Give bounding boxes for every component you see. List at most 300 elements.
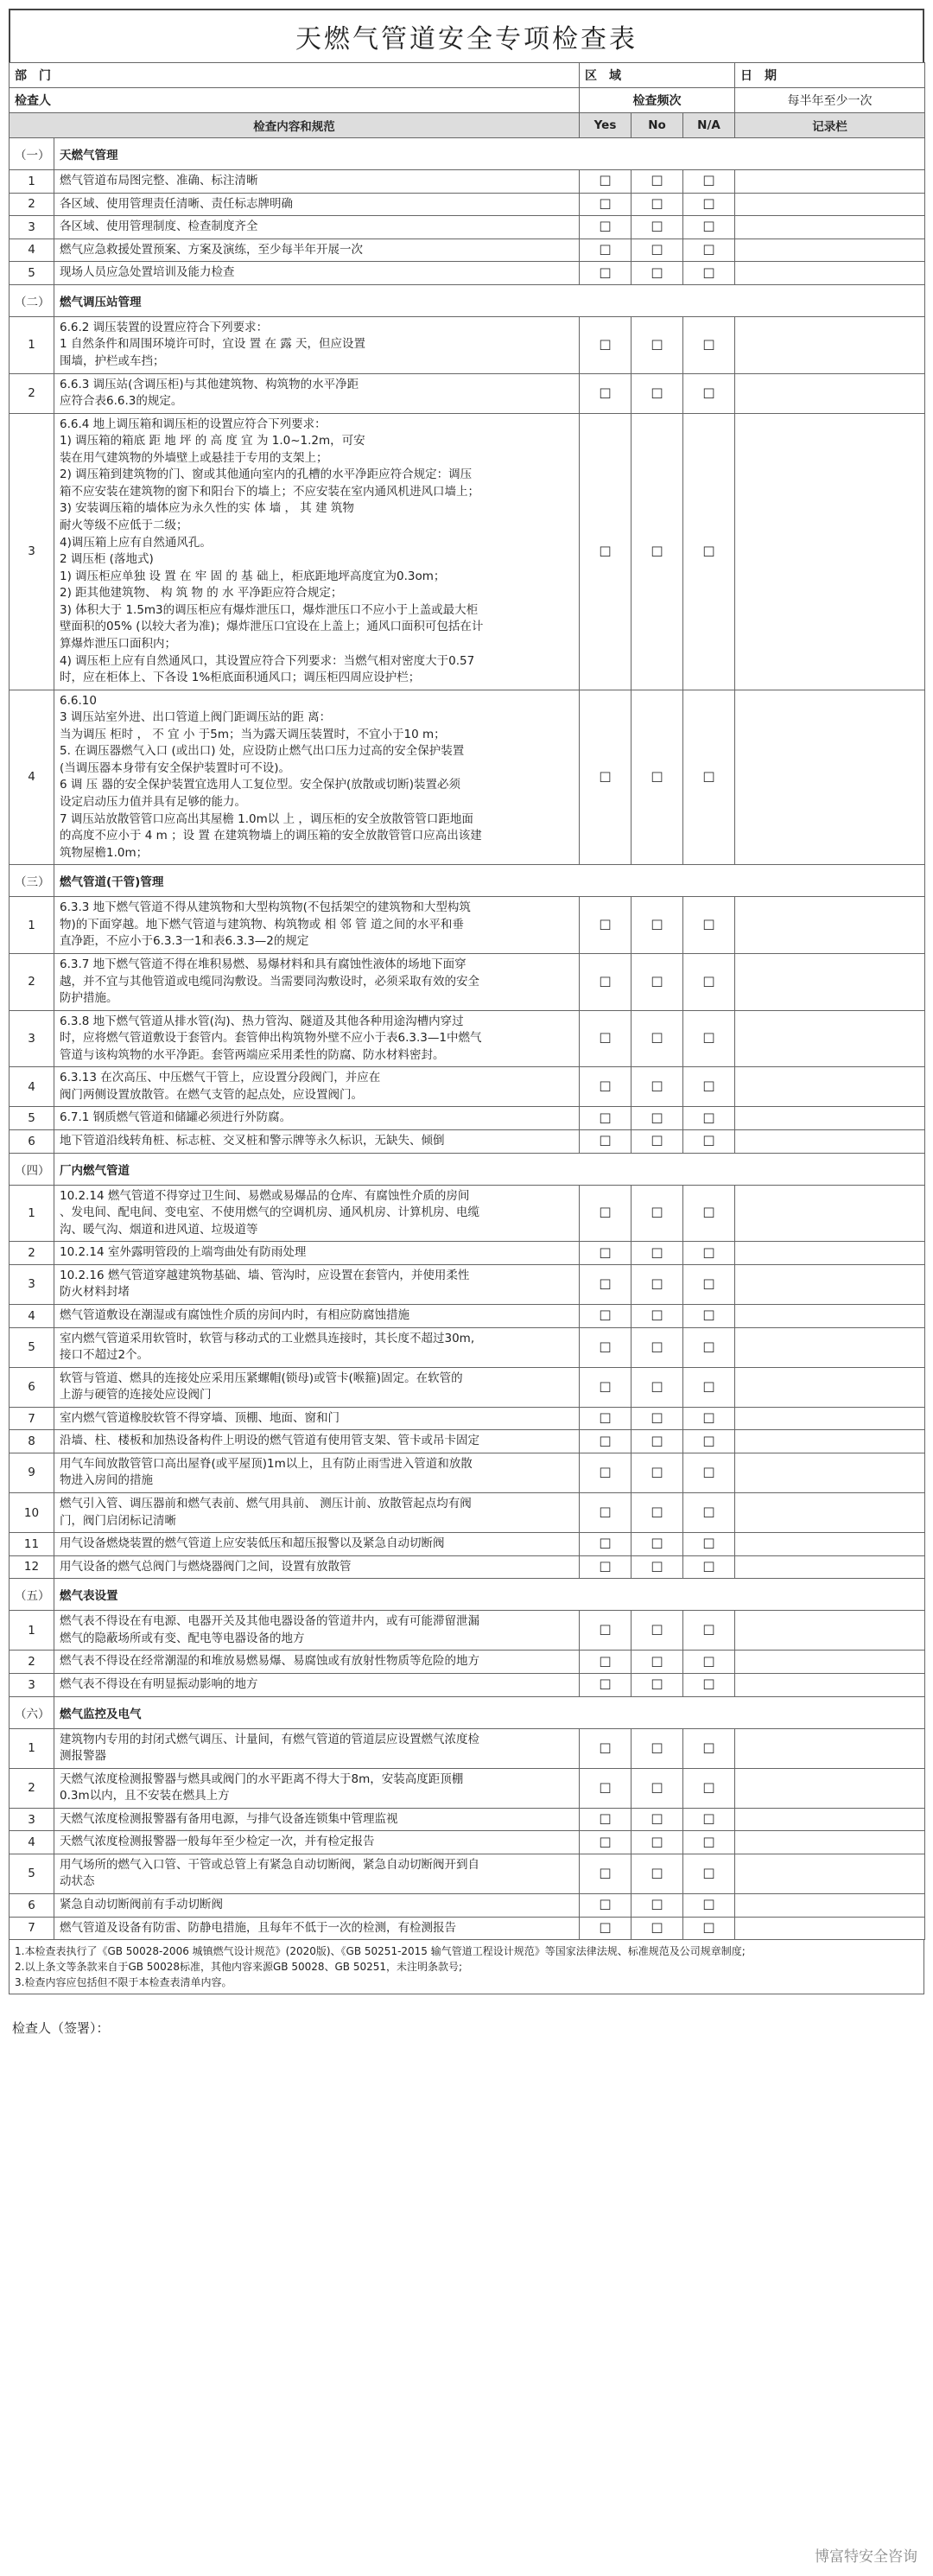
table-row [10, 1407, 925, 1430]
item-content: 用气场所的燃气入口管、干管或总管上有紧急自动切断阀，紧急自动切断阀开到自 动状态 [54, 1854, 580, 1893]
inspector-cell[interactable] [10, 88, 580, 113]
section-name: 燃气调压站管理 [54, 284, 925, 316]
item-content: 现场人员应急处置培训及能力检查 [54, 262, 580, 285]
na-checkbox[interactable]: ☐ [683, 1533, 735, 1556]
item-number: 2 [10, 1242, 54, 1265]
freq-value: 每半年至少一次 [735, 88, 925, 113]
no-checkbox[interactable]: ☐ [632, 1407, 683, 1430]
item-number: 2 [10, 1651, 54, 1674]
item-content: 用气设备燃烧装置的燃气管道上应安装低压和超压报警以及紧急自动切断阀 [54, 1533, 580, 1556]
table-row [10, 1673, 925, 1696]
record-cell[interactable] [735, 1242, 925, 1265]
na-checkbox[interactable]: ☐ [683, 1067, 735, 1107]
na-checkbox[interactable]: ☐ [683, 897, 735, 954]
watermark: 博富特安全咨询 [815, 2548, 917, 2566]
item-number: 4 [10, 690, 54, 865]
item-content: 天燃气浓度检测报警器有备用电源，与排气设备连锁集中管理监视 [54, 1808, 580, 1831]
section-name: 燃气表设置 [54, 1579, 925, 1611]
yes-checkbox[interactable]: ☐ [580, 953, 632, 1010]
yes-checkbox[interactable]: ☐ [580, 1493, 632, 1533]
item-content: 6.6.4 地上调压箱和调压柜的设置应符合下列要求： 1) 调压箱的箱底 距 地 坪 的 高 度 宜 为 1.0~1.2m，可安 装在用气建筑物的外墙壁上或悬挂于专用的支架上； 2) 调压箱到建筑物的门、窗或其他通向室内的孔槽的水平净距应符合规定：调压 箱不应安装在建筑物的窗下和阳台下的墙上；不应安装在室内通风机进风口墙上； 3) 安装调压箱的墙体应为永久性的实 体 墙 ， 其 建 筑物 耐火等级不应低于二级； 4)调压箱上应有自然通风孔。 2 调压柜 (落地式) 1) 调压柜应单独 设 置 在 牢 固 的 基 础上，柜底距地坪高度宜为0.3om； 2) 距其他建筑物、 构 筑 物 的 水 平净距应符合规定； 3) 体积大于 1.5m3的调压柜应有爆炸泄压口，爆炸泄压口不应小于上盖或最大柜 壁面积的05% (以较大者为准)；爆炸泄压口宜设在上盖上；通风口面积可包括在计 算爆炸泄压口面积内； 4) 调压柜上应有自然通风口，其设置应符合下列要求：当燃气相对密度大于0.57 时，应在柜体上、下各设 1%柜底面积通风口；调压柜四周应设护栏； [54, 413, 580, 690]
section-row [10, 865, 925, 897]
record-cell[interactable] [735, 1808, 925, 1831]
col-yes: Yes [580, 113, 632, 138]
na-checkbox[interactable]: ☐ [683, 1728, 735, 1768]
table-row [10, 1242, 925, 1265]
item-content: 10.2.14 室外露明管段的上端弯曲处有防雨处理 [54, 1242, 580, 1265]
item-content: 燃气表不得设在经常潮湿的和堆放易燃易爆、易腐蚀或有放射性物质等危险的地方 [54, 1651, 580, 1674]
page-title: 天燃气管道安全专项检查表 [9, 9, 924, 62]
item-number: 2 [10, 1768, 54, 1808]
item-content: 燃气应急救援处置预案、方案及演练，至少每半年开展一次 [54, 239, 580, 262]
item-number: 1 [10, 1728, 54, 1768]
table-row [10, 1304, 925, 1327]
no-checkbox[interactable]: ☐ [632, 1453, 683, 1492]
item-content: 6.7.1 钢质燃气管道和储罐必须进行外防腐。 [54, 1107, 580, 1130]
record-cell[interactable] [735, 1533, 925, 1556]
table-row [10, 1430, 925, 1453]
item-number: 6 [10, 1130, 54, 1154]
yes-checkbox[interactable]: ☐ [580, 216, 632, 239]
na-checkbox[interactable]: ☐ [683, 1453, 735, 1492]
item-content: 天燃气浓度检测报警器一般每年至少检定一次，并有检定报告 [54, 1831, 580, 1854]
item-content: 室内燃气管道橡胶软管不得穿墙、顶棚、地面、窗和门 [54, 1407, 580, 1430]
no-checkbox[interactable]: ☐ [632, 1264, 683, 1304]
no-checkbox[interactable]: ☐ [632, 1533, 683, 1556]
no-checkbox[interactable]: ☐ [632, 1430, 683, 1453]
na-checkbox[interactable]: ☐ [683, 1611, 735, 1651]
item-number: 8 [10, 1430, 54, 1453]
record-cell[interactable] [735, 239, 925, 262]
item-number: 11 [10, 1533, 54, 1556]
item-content: 建筑物内专用的封闭式燃气调压、计量间，有燃气管道的管道层应设置燃气浓度检 测报警器 [54, 1728, 580, 1768]
na-checkbox[interactable]: ☐ [683, 413, 735, 690]
item-number: 7 [10, 1917, 54, 1940]
section-number: （一） [10, 138, 54, 170]
item-content: 10.2.16 燃气管道穿越建筑物基础、墙、管沟时，应设置在套管内，并使用柔性 防火材料封堵 [54, 1264, 580, 1304]
no-checkbox[interactable]: ☐ [632, 239, 683, 262]
item-content: 6.3.7 地下燃气管道不得在堆积易燃、易爆材料和具有腐蚀性液体的场地下面穿 越，并不宜与其他管道或电缆同沟敷设。当需要同沟敷设时，必须采取有效的安全 防护措施。 [54, 953, 580, 1010]
record-cell[interactable] [735, 216, 925, 239]
table-row [10, 413, 925, 690]
section-number: （二） [10, 284, 54, 316]
table-row [10, 193, 925, 216]
section-row [10, 284, 925, 316]
yes-checkbox[interactable]: ☐ [580, 1555, 632, 1579]
record-cell[interactable] [735, 1854, 925, 1893]
record-cell[interactable] [735, 193, 925, 216]
record-cell[interactable] [735, 953, 925, 1010]
record-cell[interactable] [735, 1107, 925, 1130]
table-row [10, 1728, 925, 1768]
na-checkbox[interactable]: ☐ [683, 1854, 735, 1893]
no-checkbox[interactable]: ☐ [632, 216, 683, 239]
no-checkbox[interactable]: ☐ [632, 193, 683, 216]
record-cell[interactable] [735, 1430, 925, 1453]
no-checkbox[interactable]: ☐ [632, 897, 683, 954]
record-cell[interactable] [735, 413, 925, 690]
no-checkbox[interactable]: ☐ [632, 1067, 683, 1107]
na-checkbox[interactable]: ☐ [683, 1407, 735, 1430]
table-row [10, 1130, 925, 1154]
item-number: 2 [10, 193, 54, 216]
item-number: 3 [10, 1808, 54, 1831]
item-number: 4 [10, 1831, 54, 1854]
yes-checkbox[interactable]: ☐ [580, 1242, 632, 1265]
table-row [10, 1493, 925, 1533]
yes-checkbox[interactable]: ☐ [580, 1651, 632, 1674]
item-number: 3 [10, 216, 54, 239]
na-checkbox[interactable]: ☐ [683, 262, 735, 285]
col-na: N/A [683, 113, 735, 138]
na-checkbox[interactable]: ☐ [683, 1304, 735, 1327]
table-row [10, 1010, 925, 1067]
yes-checkbox[interactable]: ☐ [580, 1854, 632, 1893]
na-checkbox[interactable]: ☐ [683, 1010, 735, 1067]
na-checkbox[interactable]: ☐ [683, 1894, 735, 1918]
no-checkbox[interactable]: ☐ [632, 1673, 683, 1696]
item-content: 紧急自动切断阀前有手动切断阀 [54, 1894, 580, 1918]
inspector-label: 检查人 [15, 94, 51, 108]
item-content: 10.2.14 燃气管道不得穿过卫生间、易燃或易爆品的仓库、有腐蚀性介质的房间 、发电间、配电间、变电室、不使用燃气的空调机房、通风机房、计算机房、电缆 沟、暖气沟、烟道和进风道、垃圾道等 [54, 1185, 580, 1242]
notes [9, 1940, 924, 1994]
no-checkbox[interactable]: ☐ [632, 1768, 683, 1808]
table-row [10, 953, 925, 1010]
item-number: 9 [10, 1453, 54, 1492]
record-cell[interactable] [735, 1831, 925, 1854]
signature-line[interactable] [9, 2019, 924, 2037]
item-content: 各区域、使用管理制度、检查制度齐全 [54, 216, 580, 239]
yes-checkbox[interactable]: ☐ [580, 413, 632, 690]
item-number: 12 [10, 1555, 54, 1579]
yes-checkbox[interactable]: ☐ [580, 1768, 632, 1808]
table-row [10, 1808, 925, 1831]
item-content: 燃气表不得设在有明显振动影响的地方 [54, 1673, 580, 1696]
na-checkbox[interactable]: ☐ [683, 953, 735, 1010]
item-number: 1 [10, 1185, 54, 1242]
item-content: 6.3.13 在次高压、中压燃气干管上，应设置分段阀门，并应在 阀门两侧设置放散管。在燃气支管的起点处，应设置阀门。 [54, 1067, 580, 1107]
section-row [10, 1579, 925, 1611]
item-number: 3 [10, 1264, 54, 1304]
record-cell[interactable] [735, 1010, 925, 1067]
table-row [10, 1555, 925, 1579]
record-cell[interactable] [735, 1611, 925, 1651]
yes-checkbox[interactable]: ☐ [580, 193, 632, 216]
record-cell[interactable] [735, 1304, 925, 1327]
item-number: 5 [10, 1854, 54, 1893]
record-cell[interactable] [735, 262, 925, 285]
na-checkbox[interactable]: ☐ [683, 1327, 735, 1367]
item-content: 用气设备的燃气总阀门与燃烧器阀门之间，设置有放散管 [54, 1555, 580, 1579]
yes-checkbox[interactable]: ☐ [580, 1533, 632, 1556]
na-checkbox[interactable]: ☐ [683, 1430, 735, 1453]
section-row [10, 1153, 925, 1185]
table-row [10, 1067, 925, 1107]
item-content: 燃气管道及设备有防雷、防静电措施，且每年不低于一次的检测，有检测报告 [54, 1917, 580, 1940]
no-checkbox[interactable]: ☐ [632, 1130, 683, 1154]
table-row [10, 690, 925, 865]
item-number: 5 [10, 262, 54, 285]
no-checkbox[interactable]: ☐ [632, 1831, 683, 1854]
record-cell[interactable] [735, 690, 925, 865]
na-checkbox[interactable]: ☐ [683, 1264, 735, 1304]
yes-checkbox[interactable]: ☐ [580, 1894, 632, 1918]
item-content: 6.6.2 调压装置的设置应符合下列要求： 1 自然条件和周围环境许可时，宜设 置 在 露 天，但应设置 围墙，护栏或车挡； [54, 316, 580, 373]
item-content: 6.3.8 地下燃气管道从排水管(沟)、热力管沟、隧道及其他各种用途沟槽内穿过 时，应将燃气管道敷设于套管内。套管伸出构筑物外壁不应小于表6.3.3—1中燃气 管道与该构筑物的水平净距。套管两端应采用柔性的防腐、防水材料密封。 [54, 1010, 580, 1067]
na-checkbox[interactable]: ☐ [683, 216, 735, 239]
item-number: 6 [10, 1894, 54, 1918]
record-cell[interactable] [735, 1493, 925, 1533]
no-checkbox[interactable]: ☐ [632, 1010, 683, 1067]
date-label: 日 期 [740, 69, 778, 83]
item-content: 软管与管道、燃具的连接处应采用压紧螺帽(锁母)或管卡(喉箍)固定。在软管的 上游与硬管的连接处应设阀门 [54, 1367, 580, 1407]
yes-checkbox[interactable]: ☐ [580, 262, 632, 285]
no-checkbox[interactable]: ☐ [632, 1327, 683, 1367]
area-cell[interactable] [580, 63, 735, 88]
section-name: 燃气管道(干管)管理 [54, 865, 925, 897]
no-checkbox[interactable]: ☐ [632, 1917, 683, 1940]
column-header-row [10, 113, 925, 138]
table-row [10, 1107, 925, 1130]
item-content: 用气车间放散管管口高出屋脊(或平屋顶)1m以上，且有防止雨雪进入管道和放散 物进入房间的措施 [54, 1453, 580, 1492]
record-cell[interactable] [735, 1894, 925, 1918]
yes-checkbox[interactable]: ☐ [580, 1728, 632, 1768]
item-content: 地下管道沿线转角桩、标志桩、交叉桩和警示牌等永久标识，无缺失、倾倒 [54, 1130, 580, 1154]
no-checkbox[interactable]: ☐ [632, 1185, 683, 1242]
no-checkbox[interactable]: ☐ [632, 1107, 683, 1130]
table-row [10, 1264, 925, 1304]
item-content: 燃气管道布局图完整、准确、标注清晰 [54, 170, 580, 194]
col-content: 检查内容和规范 [10, 113, 580, 138]
section-name: 燃气监控及电气 [54, 1696, 925, 1728]
no-checkbox[interactable]: ☐ [632, 1555, 683, 1579]
inspection-sheet [9, 9, 924, 2037]
yes-checkbox[interactable]: ☐ [580, 1264, 632, 1304]
na-checkbox[interactable]: ☐ [683, 316, 735, 373]
record-cell[interactable] [735, 1367, 925, 1407]
na-checkbox[interactable]: ☐ [683, 1107, 735, 1130]
item-number: 2 [10, 953, 54, 1010]
item-number: 5 [10, 1327, 54, 1367]
table-row [10, 373, 925, 413]
yes-checkbox[interactable]: ☐ [580, 1327, 632, 1367]
item-number: 4 [10, 239, 54, 262]
no-checkbox[interactable]: ☐ [632, 1611, 683, 1651]
record-cell[interactable] [735, 1673, 925, 1696]
item-content: 沿墙、柱、楼板和加热设备构件上明设的燃气管道有使用管支架、管卡或吊卡固定 [54, 1430, 580, 1453]
no-checkbox[interactable]: ☐ [632, 1854, 683, 1893]
no-checkbox[interactable]: ☐ [632, 1493, 683, 1533]
table-row [10, 1894, 925, 1918]
section-number: （四） [10, 1153, 54, 1185]
yes-checkbox[interactable]: ☐ [580, 1185, 632, 1242]
note: 3.检查内容应包括但不限于本检查表清单内容。 [15, 1976, 232, 1989]
record-cell[interactable] [735, 1917, 925, 1940]
item-content: 各区域、使用管理责任清晰、责任标志牌明确 [54, 193, 580, 216]
item-content: 6.6.3 调压站(含调压柜)与其他建筑物、构筑物的水平净距 应符合表6.6.3的规定。 [54, 373, 580, 413]
table-row [10, 262, 925, 285]
yes-checkbox[interactable]: ☐ [580, 1067, 632, 1107]
no-checkbox[interactable]: ☐ [632, 1242, 683, 1265]
yes-checkbox[interactable]: ☐ [580, 316, 632, 373]
header-row-2 [10, 88, 925, 113]
yes-checkbox[interactable]: ☐ [580, 1611, 632, 1651]
yes-checkbox[interactable]: ☐ [580, 239, 632, 262]
na-checkbox[interactable]: ☐ [683, 1555, 735, 1579]
section-row [10, 138, 925, 170]
na-checkbox[interactable]: ☐ [683, 1130, 735, 1154]
dept-cell[interactable] [10, 63, 580, 88]
na-checkbox[interactable]: ☐ [683, 1768, 735, 1808]
note: 1.本检查表执行了《GB 50028-2006 城镇燃气设计规范》(2020版)、《GB 50251-2015 输气管道工程设计规范》等国家法律法规、标准规范及公司规章制度; [15, 1945, 746, 1958]
col-no: No [632, 113, 683, 138]
item-number: 1 [10, 316, 54, 373]
record-cell[interactable] [735, 1728, 925, 1768]
na-checkbox[interactable]: ☐ [683, 1367, 735, 1407]
record-cell[interactable] [735, 1407, 925, 1430]
item-number: 1 [10, 1611, 54, 1651]
section-number: （五） [10, 1579, 54, 1611]
item-content: 室内燃气管道采用软管时，软管与移动式的工业燃具连接时，其长度不超过30m, 接口不超过2个。 [54, 1327, 580, 1367]
item-number: 2 [10, 373, 54, 413]
record-cell[interactable] [735, 1453, 925, 1492]
item-number: 1 [10, 897, 54, 954]
yes-checkbox[interactable]: ☐ [580, 1917, 632, 1940]
freq-label: 检查频次 [580, 88, 735, 113]
item-number: 5 [10, 1107, 54, 1130]
section-number: （六） [10, 1696, 54, 1728]
yes-checkbox[interactable]: ☐ [580, 1304, 632, 1327]
no-checkbox[interactable]: ☐ [632, 316, 683, 373]
yes-checkbox[interactable]: ☐ [580, 170, 632, 194]
date-cell[interactable] [735, 63, 925, 88]
no-checkbox[interactable]: ☐ [632, 1651, 683, 1674]
no-checkbox[interactable]: ☐ [632, 953, 683, 1010]
item-content: 6.6.10 3 调压站室外进、出口管道上阀门距调压站的距 离： 当为调压 柜时 ， 不 宜 小 于5m；当为露天调压装置时，不宜小于10 m； 5. 在调压器燃气入口 (或出口) 处，应设防止燃气出口压力过高的安全保护装置 (当调压器本身带有安全保护装置时可不设)。 6 调 压 器的安全保护装置宜选用人工复位型。安全保护(放散或切断)装置必须 设定启动压力值并具有足够的能力。 7 调压站放散管管口应高出其屋檐 1.0m以 上 ，调压柜的安全放散管管口距地面 的高度不应小于 4 m ；设 置 在建筑物墙上的调压箱的安全放散管管口应高出该建 筑物屋檐1.0m； [54, 690, 580, 865]
record-cell[interactable] [735, 373, 925, 413]
area-label: 区 域 [585, 69, 621, 83]
table-row [10, 1611, 925, 1651]
na-checkbox[interactable]: ☐ [683, 1917, 735, 1940]
item-number: 3 [10, 413, 54, 690]
record-cell[interactable] [735, 1264, 925, 1304]
item-content: 6.3.3 地下燃气管道不得从建筑物和大型构筑物(不包括架空的建筑物和大型构筑 物)的下面穿越。地下燃气管道与建筑物、构筑物或 相 邻 管 道之间的水平和垂 直净距，不应小于6.3.3一1和表6.3.3—2的规定 [54, 897, 580, 954]
na-checkbox[interactable]: ☐ [683, 193, 735, 216]
yes-checkbox[interactable]: ☐ [580, 1407, 632, 1430]
record-cell[interactable] [735, 316, 925, 373]
yes-checkbox[interactable]: ☐ [580, 1831, 632, 1854]
header-row-1 [10, 63, 925, 88]
table-row [10, 1185, 925, 1242]
yes-checkbox[interactable]: ☐ [580, 1107, 632, 1130]
no-checkbox[interactable]: ☐ [632, 373, 683, 413]
na-checkbox[interactable]: ☐ [683, 1493, 735, 1533]
record-cell[interactable] [735, 1185, 925, 1242]
table-row [10, 1768, 925, 1808]
na-checkbox[interactable]: ☐ [683, 1673, 735, 1696]
table-row [10, 216, 925, 239]
record-cell[interactable] [735, 170, 925, 194]
na-checkbox[interactable]: ☐ [683, 1651, 735, 1674]
record-cell[interactable] [735, 1768, 925, 1808]
table-row [10, 1831, 925, 1854]
table-row [10, 897, 925, 954]
table-row [10, 1327, 925, 1367]
yes-checkbox[interactable]: ☐ [580, 1130, 632, 1154]
record-cell[interactable] [735, 1067, 925, 1107]
na-checkbox[interactable]: ☐ [683, 1808, 735, 1831]
table-row [10, 170, 925, 194]
yes-checkbox[interactable]: ☐ [580, 1367, 632, 1407]
table-row [10, 1453, 925, 1492]
section-row [10, 1696, 925, 1728]
inspection-table [9, 62, 925, 1940]
no-checkbox[interactable]: ☐ [632, 1304, 683, 1327]
no-checkbox[interactable]: ☐ [632, 1894, 683, 1918]
item-number: 4 [10, 1067, 54, 1107]
item-number: 4 [10, 1304, 54, 1327]
no-checkbox[interactable]: ☐ [632, 170, 683, 194]
na-checkbox[interactable]: ☐ [683, 1242, 735, 1265]
yes-checkbox[interactable]: ☐ [580, 373, 632, 413]
yes-checkbox[interactable]: ☐ [580, 1453, 632, 1492]
no-checkbox[interactable]: ☐ [632, 1367, 683, 1407]
na-checkbox[interactable]: ☐ [683, 170, 735, 194]
item-number: 3 [10, 1010, 54, 1067]
table-row [10, 1854, 925, 1893]
record-cell[interactable] [735, 1327, 925, 1367]
section-name: 天燃气管理 [54, 138, 925, 170]
signature-label: 检查人（签署）： [12, 2020, 110, 2037]
yes-checkbox[interactable]: ☐ [580, 1010, 632, 1067]
na-checkbox[interactable]: ☐ [683, 1185, 735, 1242]
dept-label: 部 门 [15, 69, 51, 83]
no-checkbox[interactable]: ☐ [632, 1728, 683, 1768]
item-number: 1 [10, 170, 54, 194]
yes-checkbox[interactable]: ☐ [580, 1673, 632, 1696]
note: 2.以上条文等条款来自于GB 50028标准，其他内容来源GB 50028、GB 50251，未注明条款号; [15, 1961, 463, 1974]
yes-checkbox[interactable]: ☐ [580, 897, 632, 954]
na-checkbox[interactable]: ☐ [683, 373, 735, 413]
table-row [10, 316, 925, 373]
table-row [10, 1367, 925, 1407]
yes-checkbox[interactable]: ☐ [580, 1808, 632, 1831]
no-checkbox[interactable]: ☐ [632, 690, 683, 865]
na-checkbox[interactable]: ☐ [683, 1831, 735, 1854]
record-cell[interactable] [735, 1651, 925, 1674]
item-number: 6 [10, 1367, 54, 1407]
item-content: 燃气管道敷设在潮湿或有腐蚀性介质的房间内时，有相应防腐蚀措施 [54, 1304, 580, 1327]
record-cell[interactable] [735, 897, 925, 954]
item-content: 燃气引入管、调压器前和燃气表前、燃气用具前、 测压计前、放散管起点均有阀 门，阀门启闭标记清晰 [54, 1493, 580, 1533]
item-content: 燃气表不得设在有电源、电器开关及其他电器设备的管道井内，或有可能滞留泄漏 燃气的隐蔽场所或有变、配电等电器设备的地方 [54, 1611, 580, 1651]
table-row [10, 1917, 925, 1940]
section-name: 厂内燃气管道 [54, 1153, 925, 1185]
item-number: 10 [10, 1493, 54, 1533]
table-row [10, 1533, 925, 1556]
no-checkbox[interactable]: ☐ [632, 1808, 683, 1831]
item-number: 3 [10, 1673, 54, 1696]
na-checkbox[interactable]: ☐ [683, 239, 735, 262]
na-checkbox[interactable]: ☐ [683, 690, 735, 865]
col-record: 记录栏 [735, 113, 925, 138]
yes-checkbox[interactable]: ☐ [580, 1430, 632, 1453]
record-cell[interactable] [735, 1555, 925, 1579]
yes-checkbox[interactable]: ☐ [580, 690, 632, 865]
no-checkbox[interactable]: ☐ [632, 413, 683, 690]
record-cell[interactable] [735, 1130, 925, 1154]
no-checkbox[interactable]: ☐ [632, 262, 683, 285]
